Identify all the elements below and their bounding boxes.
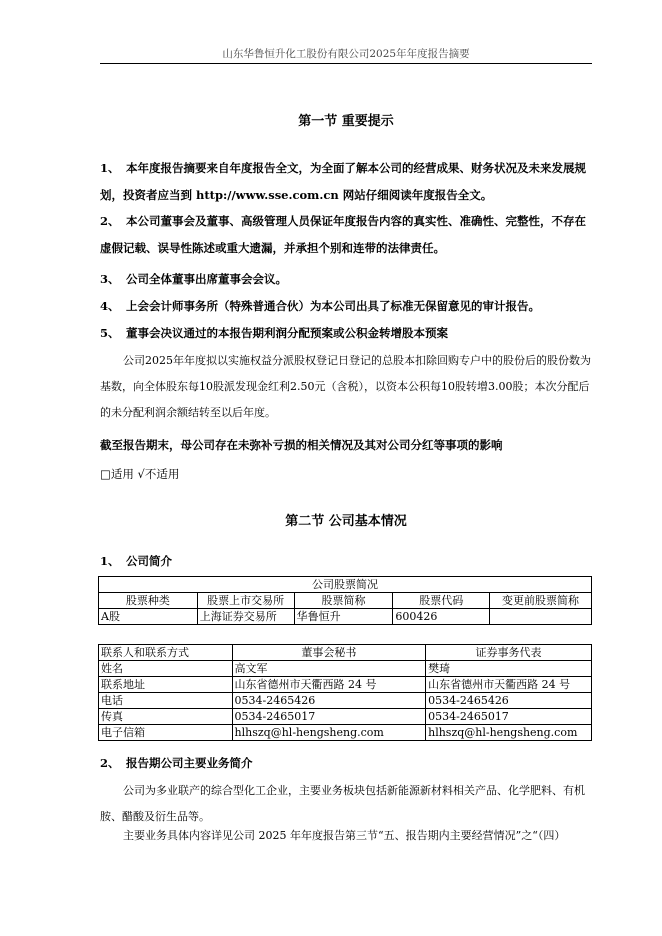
item-number: 4、 (100, 299, 120, 313)
table-cell (490, 609, 592, 625)
table-header: 变更前股票简称 (490, 593, 592, 609)
table-header: 股票简称 (294, 593, 393, 609)
table-cell: 传真 (99, 709, 233, 725)
notice-item-3 (100, 266, 595, 293)
table-cell: 0534-2465017 (232, 709, 426, 725)
item-number: 3、 (100, 272, 120, 286)
table-cell: 山东省德州市天衢西路 24 号 (232, 677, 426, 693)
table-cell: A股 (99, 609, 198, 625)
business-heading (100, 750, 595, 777)
item-text: 报告期公司主要业务简介 (126, 756, 253, 770)
table-cell: 0534-2465017 (426, 709, 592, 725)
table-row (99, 677, 592, 693)
table-header: 联系人和联系方式 (99, 645, 233, 661)
table-cell: 华鲁恒升 (294, 609, 393, 625)
table-cell: hlhszq@hl-hengsheng.com (426, 725, 592, 741)
notice-item-4 (100, 293, 595, 320)
item-text: 上会会计师事务所（特殊普通合伙）为本公司出具了标准无保留意见的审计报告。 (126, 299, 540, 313)
item-number: 1、 (100, 161, 120, 175)
table-cell: 电子信箱 (99, 725, 233, 741)
table-header: 股票种类 (99, 593, 198, 609)
table-cell: 0534-2465426 (232, 693, 426, 709)
table-header-row (99, 593, 592, 609)
dividend-paragraph: 公司2025年年度拟以实施权益分派股权登记日登记的总股本扣除回购专户中的股份后的股份数为基数，向全体股东每10股派发现金红利2.50元（含税），以资本公积每10股转增3.00股；本次分配后的未分配利润余额结转至以后年度。 (100, 354, 591, 419)
table-cell: 高文军 (232, 661, 426, 677)
stock-info-table (98, 576, 592, 625)
company-profile-heading (100, 548, 595, 575)
item-text: 公司全体董事出席董事会会议。 (126, 272, 287, 286)
item-text: 本年度报告摘要来自年度报告全文，为全面了解本公司的经营成果、财务状况及未来发展规 (126, 161, 586, 175)
table-row (99, 609, 592, 625)
item-text: 董事会决议通过的本报告期利润分配预案或公积金转增股本预案 (126, 326, 448, 340)
item-number: 1、 (100, 554, 120, 568)
table-row (99, 709, 592, 725)
table-cell: 电话 (99, 693, 233, 709)
table-cell: 0534-2465426 (426, 693, 592, 709)
table-header: 股票上市交易所 (197, 593, 294, 609)
table-row (99, 725, 592, 741)
contact-info-table (98, 644, 592, 741)
table-cell: 姓名 (99, 661, 233, 677)
item-text-cont: 虚假记载、误导性陈述或重大遗漏，并承担个别和连带的法律责任。 (100, 241, 445, 255)
running-header: 山东华鲁恒升化工股份有限公司2025年年度报告摘要 (222, 48, 470, 60)
table-header: 董事会秘书 (232, 645, 426, 661)
table-header: 股票代码 (393, 593, 490, 609)
table-cell: 樊琦 (426, 661, 592, 677)
notice-item-1 (100, 155, 595, 209)
applicability-options: □适用 √不适用 (100, 467, 180, 481)
table-caption: 公司股票简况 (99, 577, 592, 593)
item-text: 本公司董事会及董事、高级管理人员保证年度报告内容的真实性、准确性、完整性，不存在 (126, 214, 586, 228)
table-cell: 上海证券交易所 (197, 609, 294, 625)
table-header-row (99, 645, 592, 661)
item-number: 5、 (100, 326, 120, 340)
notice-item-2 (100, 208, 595, 262)
section2-title: 第二节 公司基本情况 (285, 514, 407, 529)
table-row (99, 661, 592, 677)
loss-heading: 截至报告期末，母公司存在未弥补亏损的相关情况及其对公司分红等事项的影响 (100, 438, 503, 452)
item-number: 2、 (100, 214, 120, 228)
item-number: 2、 (100, 756, 120, 770)
header-rule (100, 63, 592, 64)
business-paragraph-2: 主要业务具体内容详见公司 2025 年年度报告第三节“五、报告期内主要经营情况”之“（四） (123, 829, 566, 842)
table-cell: hlhszq@hl-hengsheng.com (232, 725, 426, 741)
table-cell: 600426 (393, 609, 490, 625)
table-row (99, 577, 592, 593)
table-header: 证券事务代表 (426, 645, 592, 661)
item-text-cont: 划，投资者应当到 http://www.sse.com.cn 网站仔细阅读年度报告全文。 (100, 188, 493, 202)
table-cell: 联系地址 (99, 677, 233, 693)
section1-title: 第一节 重要提示 (298, 114, 394, 129)
business-paragraph-1: 公司为多业联产的综合型化工企业，主要业务板块包括新能源新材料相关产品、化学肥料、有机胺、醋酸及衍生品等。 (100, 784, 585, 823)
notice-item-5 (100, 320, 595, 347)
item-text: 公司简介 (126, 554, 172, 568)
table-row (99, 693, 592, 709)
table-cell: 山东省德州市天衢西路 24 号 (426, 677, 592, 693)
